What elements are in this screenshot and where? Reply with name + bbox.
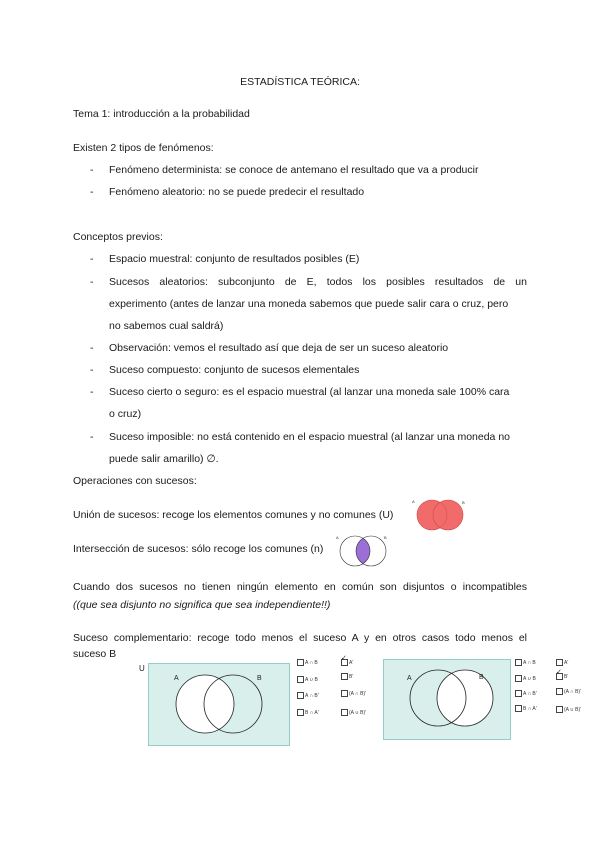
union-circle-b — [433, 500, 463, 530]
complement-text: Suceso complementario: recoge todo menos el suceso A y en otros casos todo menos el — [73, 632, 527, 644]
checkbox-option[interactable]: A ∪ B — [297, 676, 318, 683]
checkbox-option[interactable]: B' — [341, 673, 353, 680]
checkbox-option[interactable]: (A ∪ B)' — [341, 709, 366, 716]
topic-heading: Tema 1: introducción a la probabilidad — [73, 108, 250, 120]
checkbox-option[interactable]: (A ∩ B)' — [556, 688, 581, 695]
complement-a-venn-diagram — [383, 659, 511, 740]
operations-heading: Operaciones con sucesos: — [73, 475, 197, 487]
checkbox-option[interactable]: A ∩ B' — [297, 692, 319, 699]
intersection-text: Intersección de sucesos: sólo recoge los comunes (n) — [73, 543, 324, 555]
bullet-dash: - — [90, 342, 94, 354]
checkbox-option[interactable]: B ∩ A' — [515, 705, 537, 712]
complement-text-continuation: suceso B — [73, 648, 117, 660]
list-item: Espacio muestral: conjunto de resultados posibles (E) — [109, 253, 360, 265]
disjoint-note-text: (que sea disjunto no significa que sea independiente!!) — [76, 599, 331, 611]
bullet-dash: - — [90, 276, 94, 288]
intersection-venn-diagram — [333, 532, 393, 570]
list-item: Suceso imposible: no está contenido en el espacio muestral (al lanzar una moneda no — [109, 431, 510, 443]
intersection-label-b: B — [384, 535, 387, 540]
checkbox-option[interactable]: A ∩ B' — [515, 690, 537, 697]
list-item-continuation: puede salir amarillo) ∅. — [109, 453, 219, 465]
list-item: Fenómeno aleatorio: no se puede predecir el resultado — [109, 186, 365, 198]
intersection-label-a: A — [336, 535, 339, 540]
list-item: Sucesos aleatorios: subconjunto de E, todos los posibles resultados de un — [109, 276, 527, 288]
checkbox-option[interactable]: (A ∪ B)' — [556, 706, 581, 713]
list-item-continuation: no sabemos cual saldrá) — [109, 320, 224, 332]
bullet-dash: - — [90, 431, 94, 443]
set-b-label: B — [257, 675, 262, 682]
list-item-continuation: o cruz) — [109, 408, 142, 420]
phenomena-heading: Existen 2 tipos de fenómenos: — [73, 142, 214, 154]
list-item-continuation: experimento (antes de lanzar una moneda sabemos que puede salir cara o cruz, pero — [109, 298, 509, 310]
checkbox-option[interactable]: (A ∩ B)' — [341, 690, 366, 697]
checkbox-option[interactable]: A ∩ B — [297, 659, 318, 666]
disjoint-text: Cuando dos sucesos no tienen ningún elemento en común son disjuntos o incompatibles — [73, 581, 527, 593]
union-text: Unión de sucesos: recoge los elementos comunes y no comunes (U) — [73, 509, 394, 521]
list-item: Observación: vemos el resultado así que deja de ser un suceso aleatorio — [109, 342, 449, 354]
checkbox-option-checked[interactable]: ✓A' — [341, 659, 353, 666]
bullet-dash: - — [90, 253, 94, 265]
list-item: Suceso compuesto: conjunto de sucesos elementales — [109, 364, 360, 376]
set-a-label: A — [407, 675, 412, 682]
bullet-dash: - — [90, 164, 94, 176]
checkbox-option[interactable]: A ∪ B — [515, 675, 536, 682]
set-a-label: A — [174, 675, 179, 682]
union-venn-diagram — [410, 497, 470, 533]
set-b-label: B — [479, 674, 484, 681]
bullet-dash: - — [90, 364, 94, 376]
checkbox-option[interactable]: B ∩ A' — [297, 709, 319, 716]
checkbox-option[interactable]: A ∩ B — [515, 659, 536, 666]
disjoint-note: ((que sea disjunto no significa que sea independiente!!) — [73, 599, 331, 611]
checkbox-option-checked[interactable]: ✓B' — [556, 673, 568, 680]
complement-b-venn-diagram — [148, 663, 290, 746]
page-title: ESTADÍSTICA TEÓRICA: — [240, 76, 360, 88]
list-item: Suceso cierto o seguro: es el espacio muestral (al lanzar una moneda sale 100% cara — [109, 386, 510, 398]
union-label-b: B — [462, 500, 465, 505]
bullet-dash: - — [90, 186, 94, 198]
universe-label: U — [139, 664, 145, 673]
checkbox-option[interactable]: A' — [556, 659, 568, 666]
union-label-a: A — [412, 499, 415, 504]
bullet-dash: - — [90, 386, 94, 398]
concepts-heading: Conceptos previos: — [73, 231, 163, 243]
list-item: Fenómeno determinista: se conoce de antemano el resultado que va a producir — [109, 164, 479, 176]
